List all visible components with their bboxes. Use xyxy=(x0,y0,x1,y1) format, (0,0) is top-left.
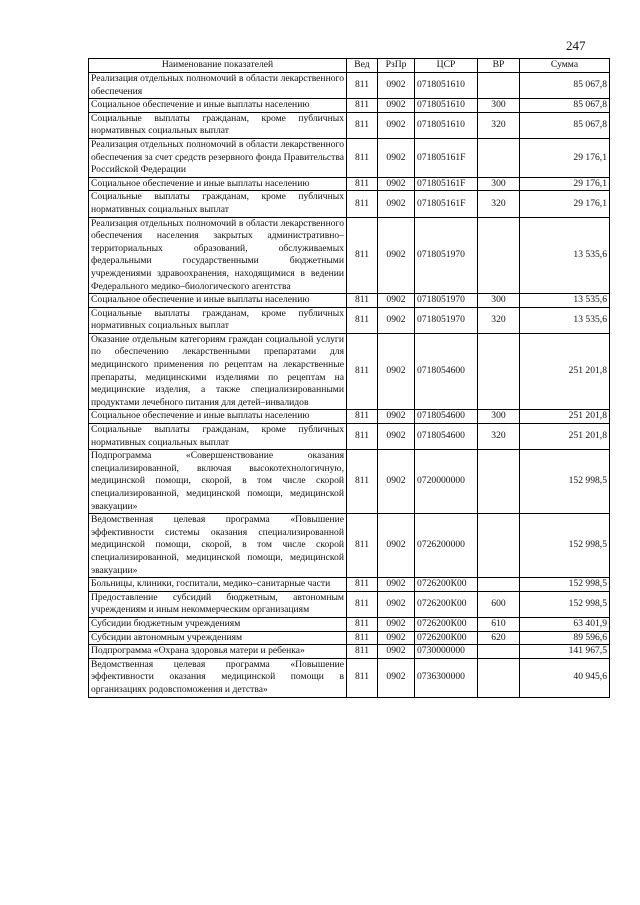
cell-ved: 811 xyxy=(347,631,378,645)
cell-name: Социальное обеспечение и иные выплаты населению xyxy=(89,99,347,113)
header-rzpr: РзПр xyxy=(378,59,415,73)
cell-rzpr: 0902 xyxy=(378,138,415,177)
cell-vr: 300 xyxy=(478,177,520,191)
cell-sum: 29 176,1 xyxy=(520,177,610,191)
cell-csr: 0718051970 xyxy=(415,217,478,294)
cell-csr: 071805161F xyxy=(415,191,478,217)
cell-vr xyxy=(478,450,520,514)
header-csr: ЦСР xyxy=(415,59,478,73)
cell-name: Социальные выплаты гражданам, кроме публичных нормативных социальных выплат xyxy=(89,424,347,450)
cell-rzpr: 0902 xyxy=(378,333,415,410)
cell-rzpr: 0902 xyxy=(378,191,415,217)
cell-name: Предоставление субсидий бюджетным, автономным учреждениям и иным некоммерческим организациям xyxy=(89,591,347,617)
cell-ved: 811 xyxy=(347,645,378,659)
cell-rzpr: 0902 xyxy=(378,73,415,99)
cell-csr: 0718051970 xyxy=(415,294,478,308)
cell-ved: 811 xyxy=(347,191,378,217)
cell-sum: 152 998,5 xyxy=(520,578,610,592)
cell-name: Подпрограмма «Совершенствование оказания специализированной, включая высокотехнологичную, медицинской помощи, скорой, в том числе скорой специализированной, медицинской помощи, медицинской эвакуации» xyxy=(89,450,347,514)
cell-rzpr: 0902 xyxy=(378,177,415,191)
cell-ved: 811 xyxy=(347,138,378,177)
cell-ved: 811 xyxy=(347,307,378,333)
header-sum: Сумма xyxy=(520,59,610,73)
cell-sum: 152 998,5 xyxy=(520,591,610,617)
table-row xyxy=(89,177,610,191)
cell-vr xyxy=(478,658,520,697)
cell-rzpr: 0902 xyxy=(378,307,415,333)
cell-csr: 0718051610 xyxy=(415,73,478,99)
cell-ved: 811 xyxy=(347,112,378,138)
cell-csr: 0718051970 xyxy=(415,307,478,333)
page-number: 247 xyxy=(566,38,586,53)
table-row xyxy=(89,73,610,99)
table-row xyxy=(89,617,610,631)
cell-ved: 811 xyxy=(347,177,378,191)
cell-vr: 600 xyxy=(478,591,520,617)
cell-rzpr: 0902 xyxy=(378,294,415,308)
table-row xyxy=(89,307,610,333)
cell-ved: 811 xyxy=(347,410,378,424)
table-row xyxy=(89,99,610,113)
cell-csr: 0726200К00 xyxy=(415,631,478,645)
cell-ved: 811 xyxy=(347,217,378,294)
cell-sum: 13 535,6 xyxy=(520,307,610,333)
cell-rzpr: 0902 xyxy=(378,645,415,659)
cell-name: Социальные выплаты гражданам, кроме публичных нормативных социальных выплат xyxy=(89,191,347,217)
cell-sum: 13 535,6 xyxy=(520,217,610,294)
cell-vr xyxy=(478,217,520,294)
cell-csr: 0726200К00 xyxy=(415,578,478,592)
cell-name: Ведомственная целевая программа «Повышение эффективности оказания медицинской помощи в организациях родовспоможения и детства» xyxy=(89,658,347,697)
cell-ved: 811 xyxy=(347,424,378,450)
cell-vr: 320 xyxy=(478,112,520,138)
cell-csr: 0726200К00 xyxy=(415,617,478,631)
cell-csr: 0718054600 xyxy=(415,410,478,424)
cell-name: Социальные выплаты гражданам, кроме публичных нормативных социальных выплат xyxy=(89,112,347,138)
table-row xyxy=(89,410,610,424)
cell-csr: 0718054600 xyxy=(415,424,478,450)
cell-csr: 0718051610 xyxy=(415,99,478,113)
cell-ved: 811 xyxy=(347,514,378,578)
cell-vr: 320 xyxy=(478,424,520,450)
cell-ved: 811 xyxy=(347,294,378,308)
cell-csr: 0730000000 xyxy=(415,645,478,659)
cell-vr: 300 xyxy=(478,410,520,424)
cell-name: Социальное обеспечение и иные выплаты населению xyxy=(89,177,347,191)
cell-sum: 251 201,8 xyxy=(520,410,610,424)
cell-vr: 320 xyxy=(478,307,520,333)
cell-sum: 85 067,8 xyxy=(520,112,610,138)
cell-vr xyxy=(478,578,520,592)
cell-rzpr: 0902 xyxy=(378,424,415,450)
cell-sum: 152 998,5 xyxy=(520,514,610,578)
cell-name: Ведомственная целевая программа «Повышение эффективности системы оказания специализированной медицинской помощи, скорой, в том числе скорой специализированной, медицинской помощи, медицинской эвакуации» xyxy=(89,514,347,578)
cell-ved: 811 xyxy=(347,73,378,99)
table-row xyxy=(89,591,610,617)
table-row xyxy=(89,294,610,308)
cell-ved: 811 xyxy=(347,591,378,617)
cell-rzpr: 0902 xyxy=(378,617,415,631)
cell-rzpr: 0902 xyxy=(378,514,415,578)
cell-sum: 152 998,5 xyxy=(520,450,610,514)
cell-csr: 0720000000 xyxy=(415,450,478,514)
table-row xyxy=(89,112,610,138)
cell-vr: 320 xyxy=(478,191,520,217)
cell-rzpr: 0902 xyxy=(378,631,415,645)
table-row xyxy=(89,658,610,697)
cell-name: Оказание отдельным категориям граждан социальной услуги по обеспечению лекарственными препаратами для медицинского применения по рецептам на лекарственные препараты, медицинскими изделиями по рецептам на медицинские изделия, а также специализированными продуктами лечебного питания для детей–инвалидов xyxy=(89,333,347,410)
cell-rzpr: 0902 xyxy=(378,450,415,514)
cell-name: Реализация отдельных полномочий в области лекарственного обеспечения xyxy=(89,73,347,99)
cell-vr: 610 xyxy=(478,617,520,631)
cell-ved: 811 xyxy=(347,99,378,113)
table-row xyxy=(89,424,610,450)
cell-name: Субсидии автономным учреждениям xyxy=(89,631,347,645)
cell-vr xyxy=(478,514,520,578)
table-body xyxy=(89,73,610,698)
cell-vr: 300 xyxy=(478,294,520,308)
cell-ved: 811 xyxy=(347,450,378,514)
cell-sum: 89 596,6 xyxy=(520,631,610,645)
cell-name: Реализация отдельных полномочий в области лекарственного обеспечения за счет средств резервного фонда Правительства Российской Федерации xyxy=(89,138,347,177)
cell-rzpr: 0902 xyxy=(378,217,415,294)
cell-sum: 29 176,1 xyxy=(520,191,610,217)
table-row xyxy=(89,191,610,217)
cell-name: Социальное обеспечение и иные выплаты населению xyxy=(89,410,347,424)
cell-sum: 63 401,9 xyxy=(520,617,610,631)
table-row xyxy=(89,217,610,294)
cell-csr: 0726200К00 xyxy=(415,591,478,617)
cell-ved: 811 xyxy=(347,578,378,592)
cell-rzpr: 0902 xyxy=(378,578,415,592)
cell-sum: 40 945,6 xyxy=(520,658,610,697)
cell-csr: 0726200000 xyxy=(415,514,478,578)
cell-vr: 300 xyxy=(478,99,520,113)
table-row xyxy=(89,333,610,410)
cell-sum: 29 176,1 xyxy=(520,138,610,177)
cell-sum: 251 201,8 xyxy=(520,333,610,410)
cell-ved: 811 xyxy=(347,333,378,410)
cell-name: Больницы, клиники, госпитали, медико–санитарные части xyxy=(89,578,347,592)
cell-csr: 071805161F xyxy=(415,177,478,191)
cell-name: Подпрограмма «Охрана здоровья матери и ребенка» xyxy=(89,645,347,659)
table-row xyxy=(89,450,610,514)
cell-vr: 620 xyxy=(478,631,520,645)
cell-rzpr: 0902 xyxy=(378,112,415,138)
cell-name: Социальное обеспечение и иные выплаты населению xyxy=(89,294,347,308)
cell-vr xyxy=(478,73,520,99)
header-name: Наименование показателей xyxy=(89,59,347,73)
cell-name: Социальные выплаты гражданам, кроме публичных нормативных социальных выплат xyxy=(89,307,347,333)
table-row xyxy=(89,645,610,659)
cell-csr: 0718054600 xyxy=(415,333,478,410)
cell-rzpr: 0902 xyxy=(378,591,415,617)
cell-ved: 811 xyxy=(347,658,378,697)
cell-csr: 0736300000 xyxy=(415,658,478,697)
cell-vr xyxy=(478,645,520,659)
cell-sum: 141 967,5 xyxy=(520,645,610,659)
cell-sum: 13 535,6 xyxy=(520,294,610,308)
cell-sum: 251 201,8 xyxy=(520,424,610,450)
table-row xyxy=(89,631,610,645)
table-row xyxy=(89,578,610,592)
cell-name: Субсидии бюджетным учреждениям xyxy=(89,617,347,631)
table-row xyxy=(89,138,610,177)
cell-csr: 071805161F xyxy=(415,138,478,177)
cell-csr: 0718051610 xyxy=(415,112,478,138)
budget-table xyxy=(88,58,610,698)
cell-sum: 85 067,8 xyxy=(520,99,610,113)
cell-name: Реализация отдельных полномочий в области лекарственного обеспечения населения закрытых административно–территориальных образований, обслуживаемых федеральными государственными бюджетными учреждениями здравоохранения, находящимися в ведении Федерального медико–биологического агентства xyxy=(89,217,347,294)
cell-ved: 811 xyxy=(347,617,378,631)
table-row xyxy=(89,514,610,578)
cell-rzpr: 0902 xyxy=(378,658,415,697)
cell-sum: 85 067,8 xyxy=(520,73,610,99)
header-ved: Вед xyxy=(347,59,378,73)
table-header-row xyxy=(89,59,610,73)
cell-rzpr: 0902 xyxy=(378,410,415,424)
header-vr: ВР xyxy=(478,59,520,73)
cell-vr xyxy=(478,333,520,410)
cell-vr xyxy=(478,138,520,177)
cell-rzpr: 0902 xyxy=(378,99,415,113)
